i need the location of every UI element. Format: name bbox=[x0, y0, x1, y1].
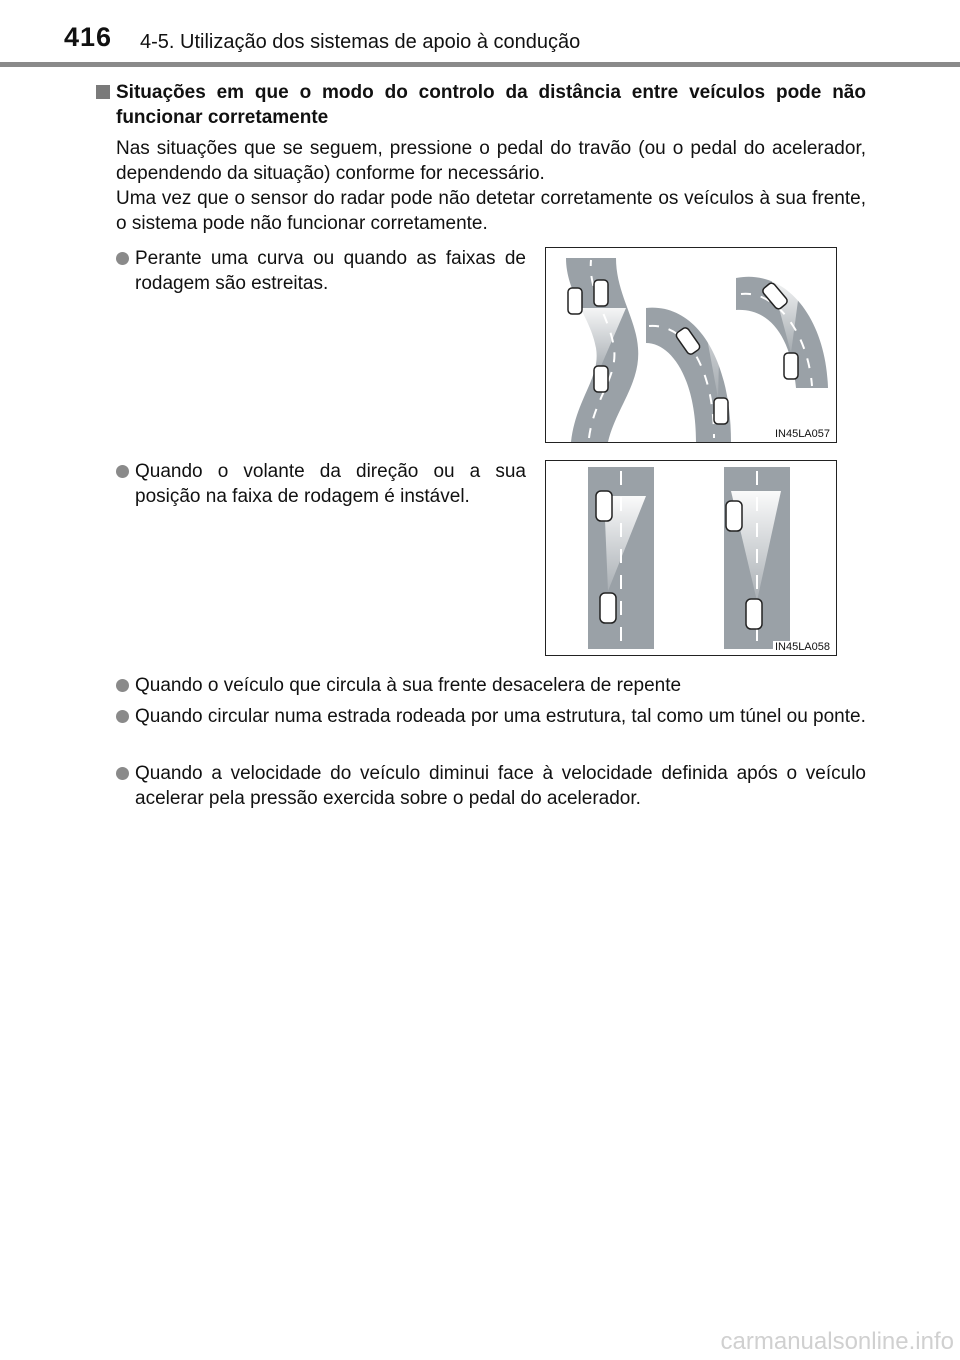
bullet-dot-icon bbox=[116, 252, 129, 265]
bullet-text: Perante uma curva ou quando as faixas de rodagem são estreitas. bbox=[135, 248, 526, 294]
bullet-dot-icon bbox=[116, 679, 129, 692]
header-rule bbox=[0, 62, 960, 67]
bullet-item bbox=[116, 246, 526, 296]
bullet-item bbox=[116, 704, 866, 729]
bullet-dot-icon bbox=[116, 465, 129, 478]
figure-code: IN45LA058 bbox=[774, 641, 830, 653]
bullet-item bbox=[116, 673, 866, 698]
straight-lanes-illustration bbox=[546, 461, 836, 655]
figure-code: IN45LA057 bbox=[774, 428, 830, 440]
chapter-title: 4-5. Utilização dos sistemas de apoio à condução bbox=[140, 31, 581, 53]
section-heading-text: Situações em que o modo do controlo da distância entre veículos pode não funcionar corretamente bbox=[116, 82, 866, 128]
figure-straight-lanes bbox=[545, 460, 837, 656]
bullet-item bbox=[116, 459, 526, 509]
bullet-item bbox=[116, 761, 866, 811]
paragraph: Nas situações que se seguem, pressione o pedal do travão (ou o pedal do acelerador, dependendo da situação) conforme for necessário. bbox=[116, 138, 866, 184]
watermark: carmanualsonline.info bbox=[720, 1328, 954, 1355]
bullet-dot-icon bbox=[116, 710, 129, 723]
figure-curved-roads bbox=[545, 247, 837, 443]
section-heading bbox=[96, 80, 866, 130]
page-number: 416 bbox=[64, 22, 113, 52]
bullet-text: Quando o veículo que circula à sua frente desacelera de repente bbox=[135, 675, 682, 696]
square-bullet-icon bbox=[96, 85, 110, 99]
bullet-text: Quando circular numa estrada rodeada por uma estrutura, tal como um túnel ou ponte. bbox=[135, 706, 866, 727]
section bbox=[96, 80, 866, 236]
curved-roads-illustration bbox=[546, 248, 836, 442]
bullet-text: Quando o volante da direção ou a sua posição na faixa de rodagem é instável. bbox=[135, 461, 526, 507]
paragraph: Uma vez que o sensor do radar pode não detetar corretamente os veículos à sua frente, o sistema pode não funcionar corretamente. bbox=[116, 188, 866, 234]
bullet-text: Quando a velocidade do veículo diminui face à velocidade definida após o veículo acelerar pela pressão exercida sobre o pedal do acelerador. bbox=[135, 763, 866, 809]
bullet-dot-icon bbox=[116, 767, 129, 780]
